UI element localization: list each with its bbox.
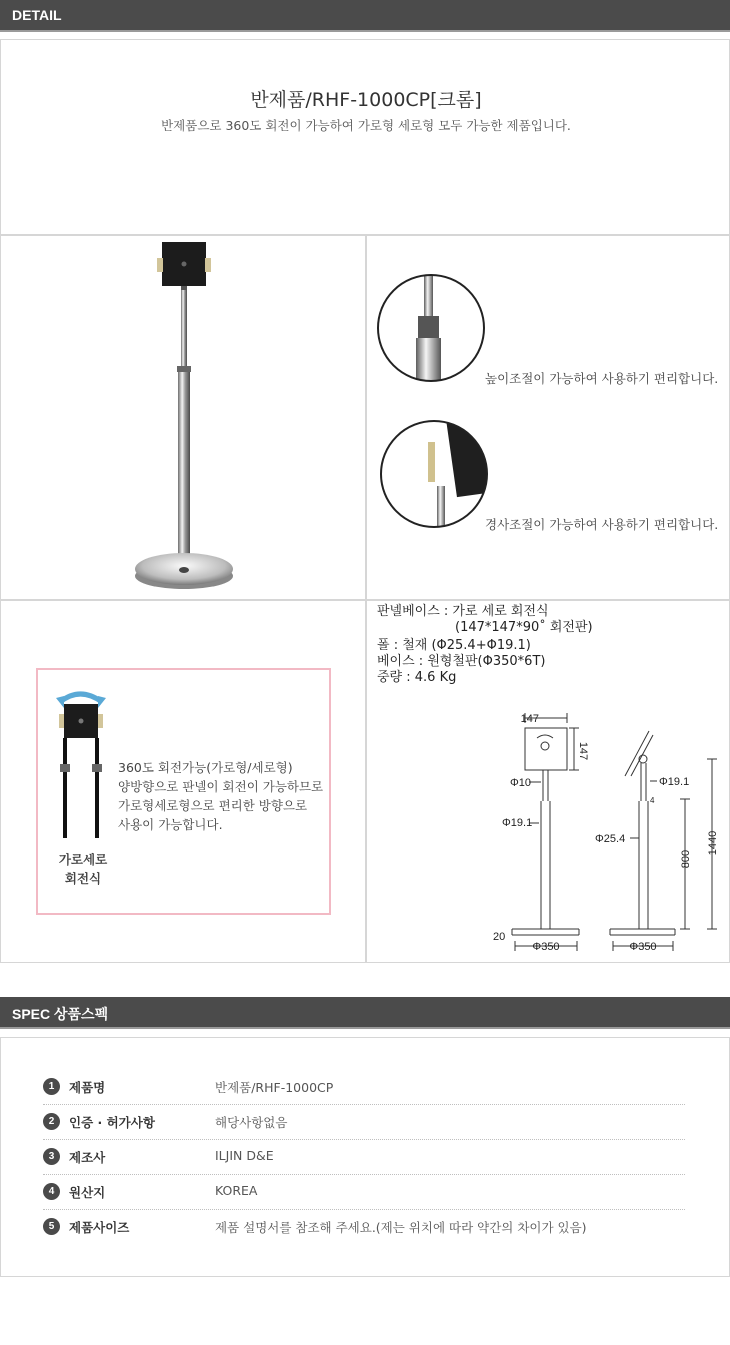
spec-panel-base: 판넬베이스 : 가로 세로 회전식 — [377, 604, 549, 619]
spec-row — [43, 1140, 685, 1175]
side-view-drawing — [610, 731, 717, 951]
rotation-desc-line3: 가로형세로형으로 편리한 방향으로 — [118, 798, 308, 813]
row-label: 원산지 — [69, 1185, 106, 1200]
spec-weight: 중량 : 4.6 Kg — [377, 670, 457, 685]
rotation-type-label-line1: 가로세로 — [58, 852, 108, 867]
panel-height-dim: 147 — [577, 741, 589, 761]
spec-row — [43, 1070, 685, 1105]
row-number: 5 — [43, 1218, 60, 1235]
panel-width-dim: 147 — [520, 713, 539, 725]
feature-detail-images — [367, 236, 730, 601]
product-subtitle: 반제품으로 360도 회전이 가능하여 가로형 세로형 모두 가능한 제품입니다. — [161, 118, 571, 133]
rotation-desc-line2: 양방향으로 판넬이 회전이 가능하므로 — [118, 779, 324, 794]
product-stand-image — [1, 236, 367, 601]
rotation-type-label-line2: 회전식 — [64, 871, 102, 886]
height-adjust-caption: 높이조절이 가능하여 사용하기 편리합니다. — [485, 371, 719, 386]
product-title-box — [0, 39, 730, 235]
spec-table-box — [0, 1037, 730, 1277]
base-thickness-dim: 20 — [493, 931, 506, 943]
row-number: 4 — [43, 1183, 60, 1200]
max-height-dim: 1440 — [707, 830, 719, 856]
row-label: 인증 · 허가사항 — [69, 1115, 155, 1130]
base-diameter-front-dim: Φ350 — [532, 941, 560, 953]
row-value: 해당사항없음 — [215, 1115, 288, 1130]
spec-row — [43, 1105, 685, 1140]
product-title: 반제품/RHF-1000CP[크롬] — [250, 89, 482, 111]
tilt-adjust-caption: 경사조절이 가능하여 사용하기 편리합니다. — [485, 517, 719, 532]
front-view-drawing — [512, 713, 579, 951]
upper-pole-side-dim: Φ19.1 — [659, 776, 690, 788]
rotation-feature-box — [36, 668, 331, 915]
base-diameter-side-dim: Φ350 — [629, 941, 657, 953]
row-label: 제품명 — [69, 1080, 106, 1095]
features-panel — [366, 235, 730, 600]
row-value: 반제품/RHF-1000CP — [215, 1080, 334, 1095]
spec-pole: 폴 : 철재 (Φ25.4+Φ19.1) — [377, 638, 531, 653]
row-number: 1 — [43, 1078, 60, 1095]
row-number: 2 — [43, 1113, 60, 1130]
product-photo-panel — [0, 235, 366, 600]
spec-section-title: SPEC 상품스펙 — [12, 1006, 109, 1022]
detail-section-title: DETAIL — [12, 7, 62, 23]
dimension-drawing — [367, 601, 730, 964]
row-value: ILJIN D&E — [215, 1148, 274, 1163]
detail-section-header — [0, 0, 730, 32]
rotation-desc-line4: 사용이 가능합니다. — [118, 817, 223, 832]
spec-panel-rotation: (147*147*90˚ 회전판) — [455, 620, 593, 635]
min-height-dim: 800 — [680, 849, 692, 869]
row-label: 제품사이즈 — [69, 1220, 130, 1235]
rotation-description — [118, 758, 323, 834]
spec-section-header — [0, 997, 730, 1029]
spec-row — [43, 1175, 685, 1210]
spec-drawing-panel — [366, 600, 730, 963]
row-number: 3 — [43, 1148, 60, 1165]
lower-pole-dim: Φ25.4 — [595, 833, 626, 845]
spec-base: 베이스 : 원형철판(Φ350*6T) — [377, 654, 546, 669]
rotation-desc-line1: 360도 회전가능(가로형/세로형) — [118, 760, 293, 775]
upper-pole-dim: Φ19.1 — [502, 817, 533, 829]
small-mark: 4 — [650, 796, 655, 805]
row-value: KOREA — [215, 1183, 258, 1198]
hole-dim: Φ10 — [510, 777, 532, 789]
row-value: 제품 설명서를 참조해 주세요.(제는 위치에 따라 약간의 차이가 있음) — [215, 1220, 587, 1235]
row-label: 제조사 — [69, 1150, 106, 1165]
rotation-type-label — [58, 850, 108, 888]
spec-row — [43, 1210, 685, 1245]
